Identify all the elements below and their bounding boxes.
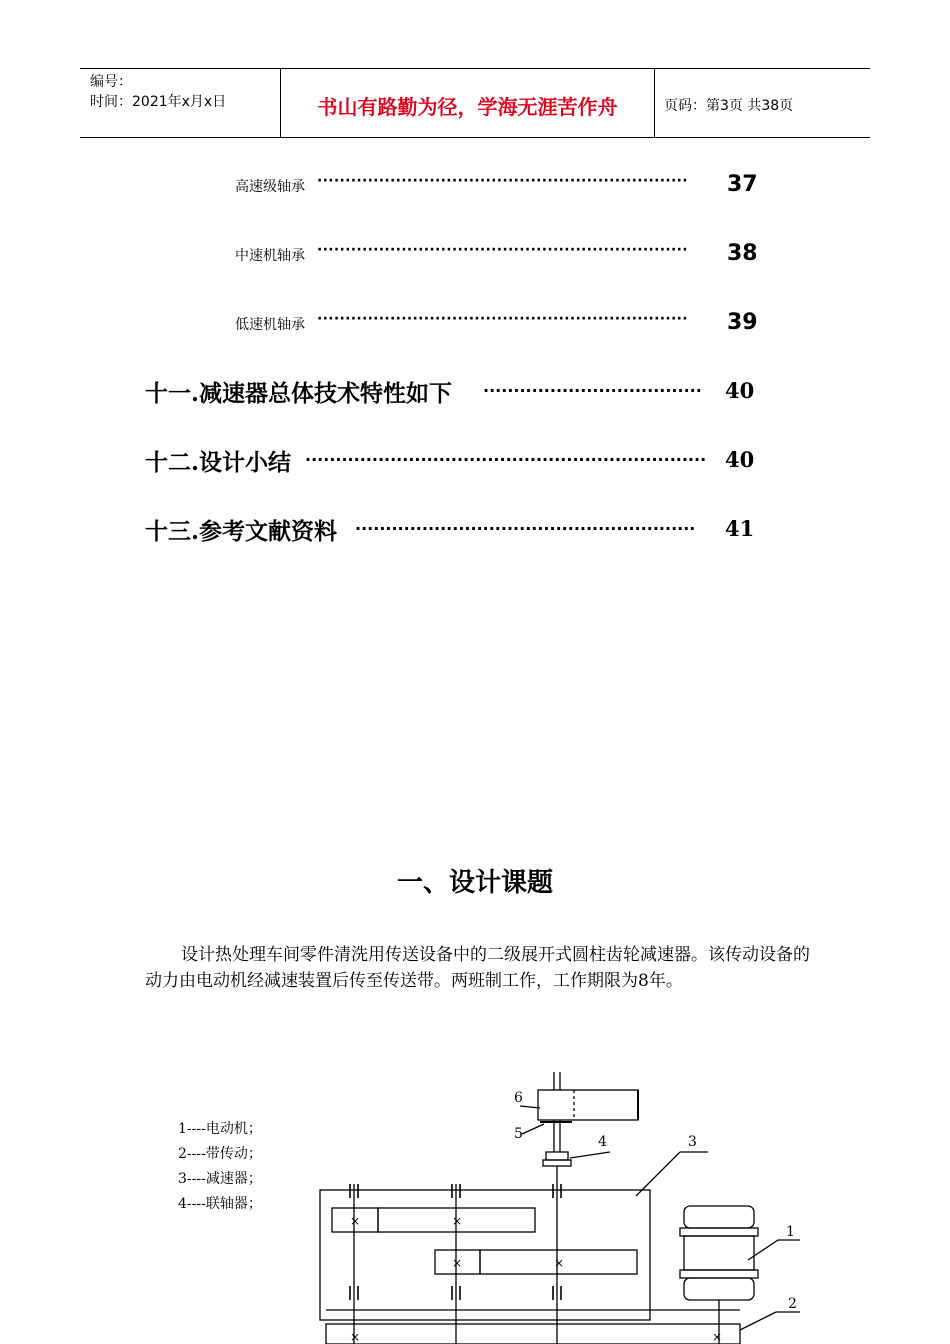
callout-label: 4 <box>598 1134 607 1150</box>
toc-entry-label: 中速机轴承 <box>235 248 305 264</box>
toc-entry-label: 低速机轴承 <box>235 317 305 333</box>
toc-entry[interactable] <box>145 513 765 547</box>
toc-entry-page: 40 <box>725 447 755 472</box>
toc-entry-label: 高速级轴承 <box>235 179 305 195</box>
diagram-legend <box>178 1117 262 1217</box>
header-motto: 书山有路勤为径，学海无涯苦作舟 <box>317 95 618 119</box>
section-title: 一、设计课题 <box>396 868 553 898</box>
toc-leader: ························································ <box>355 519 696 538</box>
gear-mark: × <box>350 1214 361 1228</box>
toc-entry-page: 39 <box>727 310 758 335</box>
electric-motor <box>684 1206 754 1228</box>
toc-entry-page: 38 <box>727 241 758 266</box>
toc-leader: ·································································· <box>317 173 688 189</box>
date-label: 时间：2021年x月x日 <box>90 94 227 110</box>
callout-label: 2 <box>788 1296 797 1312</box>
number-label: 编号： <box>90 74 132 90</box>
page-header <box>80 68 870 138</box>
toc-entry-page: 40 <box>725 378 755 403</box>
gear-mark: × <box>554 1256 565 1270</box>
coupling <box>546 1152 568 1160</box>
toc-entry-label: 十三.参考文献资料 <box>145 518 338 545</box>
toc-entry-label: 十一.减速器总体技术特性如下 <box>145 380 453 407</box>
toc-entry-page: 37 <box>727 172 758 197</box>
toc-entry-label: 十二.设计小结 <box>145 449 292 476</box>
transmission-diagram <box>300 1060 820 1344</box>
belt-mark: × <box>712 1330 723 1344</box>
toc-entry-page: 41 <box>725 516 755 541</box>
callout-label: 5 <box>514 1126 523 1142</box>
toc-leader: ·································································· <box>305 450 707 469</box>
legend-item: 2----带传动； <box>178 1146 262 1162</box>
toc-leader: ·································································· <box>317 242 688 258</box>
header-left <box>90 72 226 112</box>
section-paragraph: 设计热处理车间零件清洗用传送设备中的二级展开式圆柱齿轮减速器。该传动设备的动力由电动机经减速装置后传至传送带。两班制工作，工作期限为8年。 <box>145 945 810 991</box>
callout-label: 3 <box>688 1134 697 1150</box>
page-info: 页码：第3页 共38页 <box>664 98 794 114</box>
toc-leader: ···································· <box>483 381 702 400</box>
callout-label: 6 <box>514 1090 523 1106</box>
callout-label: 1 <box>786 1224 795 1240</box>
belt-drive <box>326 1324 740 1344</box>
reducer-housing <box>320 1190 650 1320</box>
toc-entry[interactable] <box>145 375 765 409</box>
gear-mark: × <box>452 1214 463 1228</box>
legend-item: 4----联轴器； <box>178 1196 262 1212</box>
toc-leader: ·································································· <box>317 311 688 327</box>
belt-mark: × <box>350 1330 361 1344</box>
legend-item: 1----电动机； <box>178 1121 262 1137</box>
gear-mark: × <box>452 1256 463 1270</box>
toc-entry[interactable] <box>235 172 765 202</box>
conveyor-drum <box>538 1090 638 1120</box>
header-divider <box>654 69 655 137</box>
toc-entry[interactable] <box>235 241 765 271</box>
toc-entry[interactable] <box>145 444 765 478</box>
toc-entry[interactable] <box>235 310 765 340</box>
legend-item: 3----减速器； <box>178 1171 262 1187</box>
